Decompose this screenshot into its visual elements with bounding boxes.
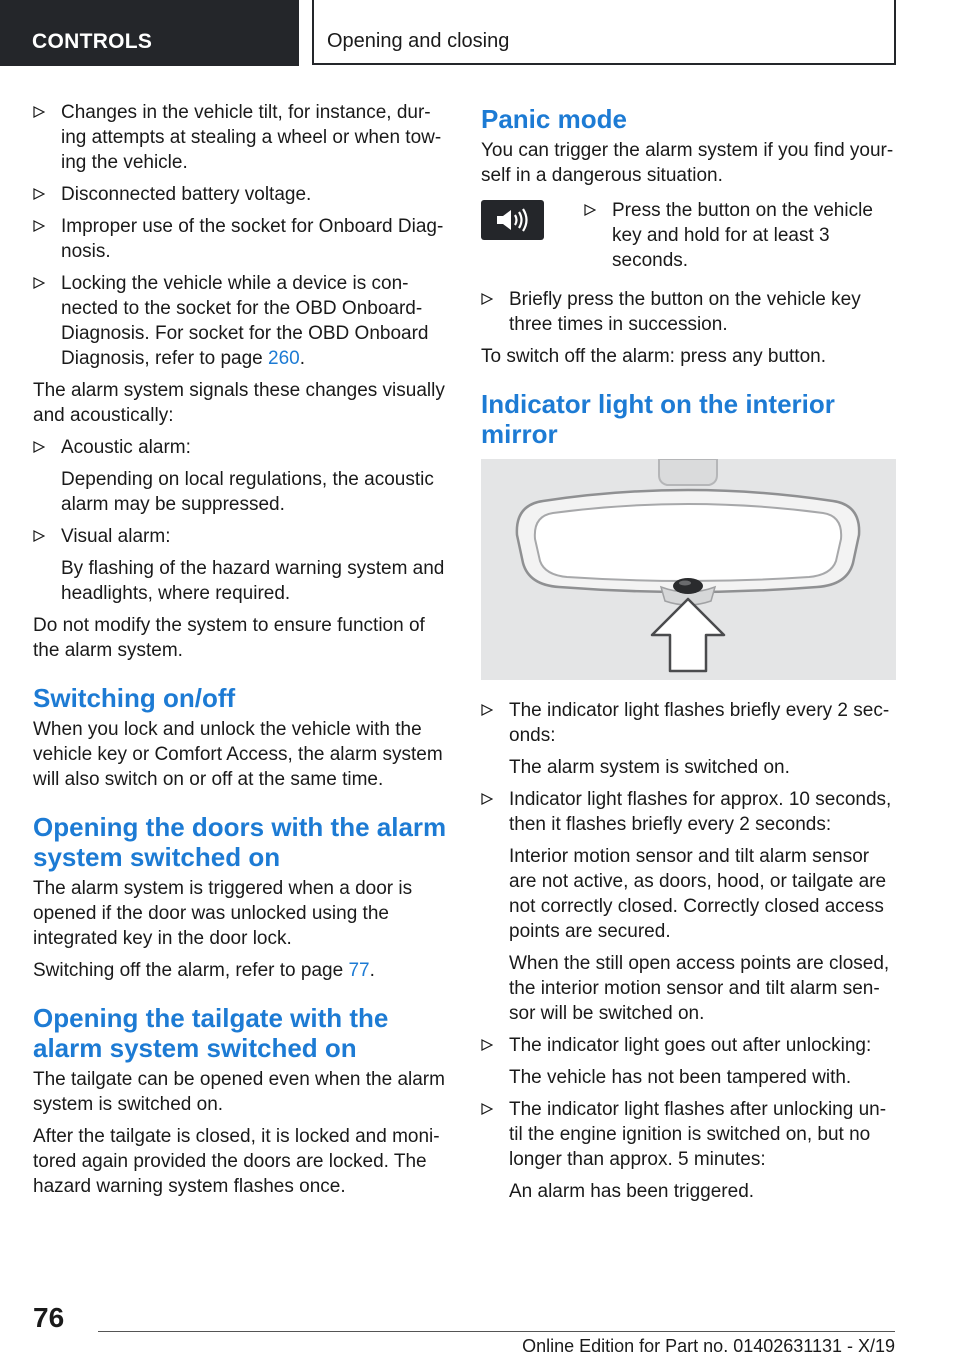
triangle-bullet-icon — [33, 441, 45, 453]
list-item-text: The indicator light goes out after unlocking: — [509, 1035, 872, 1056]
indicator-heading: Indicator light on the interior mirror — [481, 389, 835, 449]
list-item-detail: An alarm has been triggered. — [509, 1181, 755, 1202]
page-header — [0, 0, 960, 66]
switching-heading: Switching on/off — [33, 683, 236, 713]
mirror-illustration — [481, 459, 896, 680]
list-item-detail: The vehicle has not been tampered with. — [509, 1067, 852, 1088]
list-item-detail: The alarm system is switched on. — [509, 757, 790, 778]
switching-text: When you lock and unlock the vehicle with the vehicle key or Comfort Access, the alarm system will also switch on or off at the same time. — [33, 719, 443, 790]
reference-text: Switching off the alarm, refer to page — [33, 960, 349, 981]
list-item — [481, 1033, 896, 1090]
punctuation: . — [369, 960, 375, 981]
list-item-text: Improper use of the socket for Onboard Diag-nosis. — [61, 216, 444, 262]
list-item — [33, 435, 447, 517]
page-link-260[interactable]: 260 — [268, 348, 300, 369]
panic-button-row — [481, 198, 896, 280]
list-item — [33, 524, 447, 606]
tailgate-heading: Opening the tailgate with the alarm system switched on — [33, 1003, 389, 1063]
footer-divider — [98, 1331, 895, 1332]
list-item-text: The indicator light flashes after unlocking un-til the engine ignition is switched on, but no longer than approx. 5 minutes: — [509, 1099, 887, 1170]
triangle-bullet-icon — [33, 277, 45, 289]
list-item-text: Locking the vehicle while a device is con-nected to the socket for the OBD Onboard-Diagnosis. For socket for the OBD Onboard Diagnosis, refer to page — [61, 273, 429, 369]
list-item — [481, 787, 896, 1026]
list-item — [33, 182, 447, 207]
triangle-bullet-icon — [481, 704, 493, 716]
list-item-text: Press the button on the vehicle key and hold for at least 3 seconds. — [612, 200, 873, 271]
triangle-bullet-icon — [481, 1039, 493, 1051]
triangle-bullet-icon — [33, 220, 45, 232]
list-item-text: Briefly press the button on the vehicle key three times in succession. — [509, 289, 861, 335]
triangle-bullet-icon — [481, 793, 493, 805]
tailgate-text-1: The tailgate can be opened even when the alarm system is switched on. — [33, 1069, 445, 1115]
tampering-list — [33, 100, 447, 371]
doors-heading: Opening the doors with the alarm system switched on — [33, 812, 447, 872]
triangle-bullet-icon — [33, 188, 45, 200]
panic-text: You can trigger the alarm system if you find your-self in a dangerous situation. — [481, 140, 894, 186]
panic-button-image — [481, 200, 544, 240]
panic-list-a — [584, 198, 896, 280]
page-link-77[interactable]: 77 — [348, 960, 370, 981]
list-item-detail: Depending on local regulations, the acoustic alarm may be suppressed. — [61, 469, 434, 515]
list-item — [33, 214, 447, 264]
list-item — [481, 1097, 896, 1204]
panic-heading: Panic mode — [481, 104, 627, 134]
switch-off-text: To switch off the alarm: press any button. — [481, 346, 826, 367]
page-number: 76 — [33, 1302, 65, 1333]
list-item-text: The indicator light flashes briefly every 2 sec-onds: — [509, 700, 890, 746]
list-item — [33, 271, 447, 371]
list-item-text: Acoustic alarm: — [61, 437, 191, 458]
tailgate-text-2: After the tailgate is closed, it is locked and moni-tored again provided the doors are locked. The hazard warning system flashes once. — [33, 1126, 440, 1197]
do-not-modify-text: Do not modify the system to ensure function of the alarm system. — [33, 615, 425, 661]
list-item-detail: When the still open access points are closed, the interior motion sensor and tilt alarm sen-sor will be switched on. — [509, 953, 890, 1024]
triangle-bullet-icon — [481, 1103, 493, 1115]
right-column — [481, 100, 896, 1211]
chapter-tab — [312, 0, 896, 65]
list-item — [481, 698, 896, 780]
list-item-text: Indicator light flashes for approx. 10 seconds, then it flashes briefly every 2 seconds: — [509, 789, 892, 835]
list-item — [584, 198, 896, 273]
list-item-text: Visual alarm: — [61, 526, 171, 547]
triangle-bullet-icon — [33, 106, 45, 118]
doors-text: The alarm system is triggered when a door is opened if the door was unlocked using the integrated key in the door lock. — [33, 878, 413, 949]
panic-list-b — [481, 287, 896, 337]
triangle-bullet-icon — [584, 204, 596, 216]
signals-intro: The alarm system signals these changes visually and acoustically: — [33, 380, 445, 426]
list-item-text: Changes in the vehicle tilt, for instance, dur-ing attempts at stealing a wheel or when tow-ing the vehicle. — [61, 102, 442, 173]
doors-reference — [33, 958, 447, 983]
alarm-signals-list — [33, 435, 447, 606]
triangle-bullet-icon — [481, 293, 493, 305]
interior-mirror-image — [481, 459, 896, 680]
indicator-list — [481, 698, 896, 1204]
left-column — [33, 100, 447, 1206]
section-label: CONTROLS — [32, 30, 153, 53]
horn-speaker-icon — [493, 206, 533, 234]
list-item — [33, 100, 447, 175]
list-item-detail: By flashing of the hazard warning system and headlights, where required. — [61, 558, 445, 604]
chapter-title: Opening and closing — [327, 30, 510, 52]
list-item-text: Disconnected battery voltage. — [61, 184, 312, 205]
list-item — [481, 287, 896, 337]
list-item-detail: Interior motion sensor and tilt alarm sensor are not active, as doors, hood, or tailgate are not correctly closed. Correctly closed access points are secured. — [509, 846, 887, 942]
edition-text: Online Edition for Part no. 01402631131 - X/19 — [522, 1336, 895, 1356]
section-tab — [0, 0, 299, 66]
punctuation: . — [299, 348, 305, 369]
triangle-bullet-icon — [33, 530, 45, 542]
